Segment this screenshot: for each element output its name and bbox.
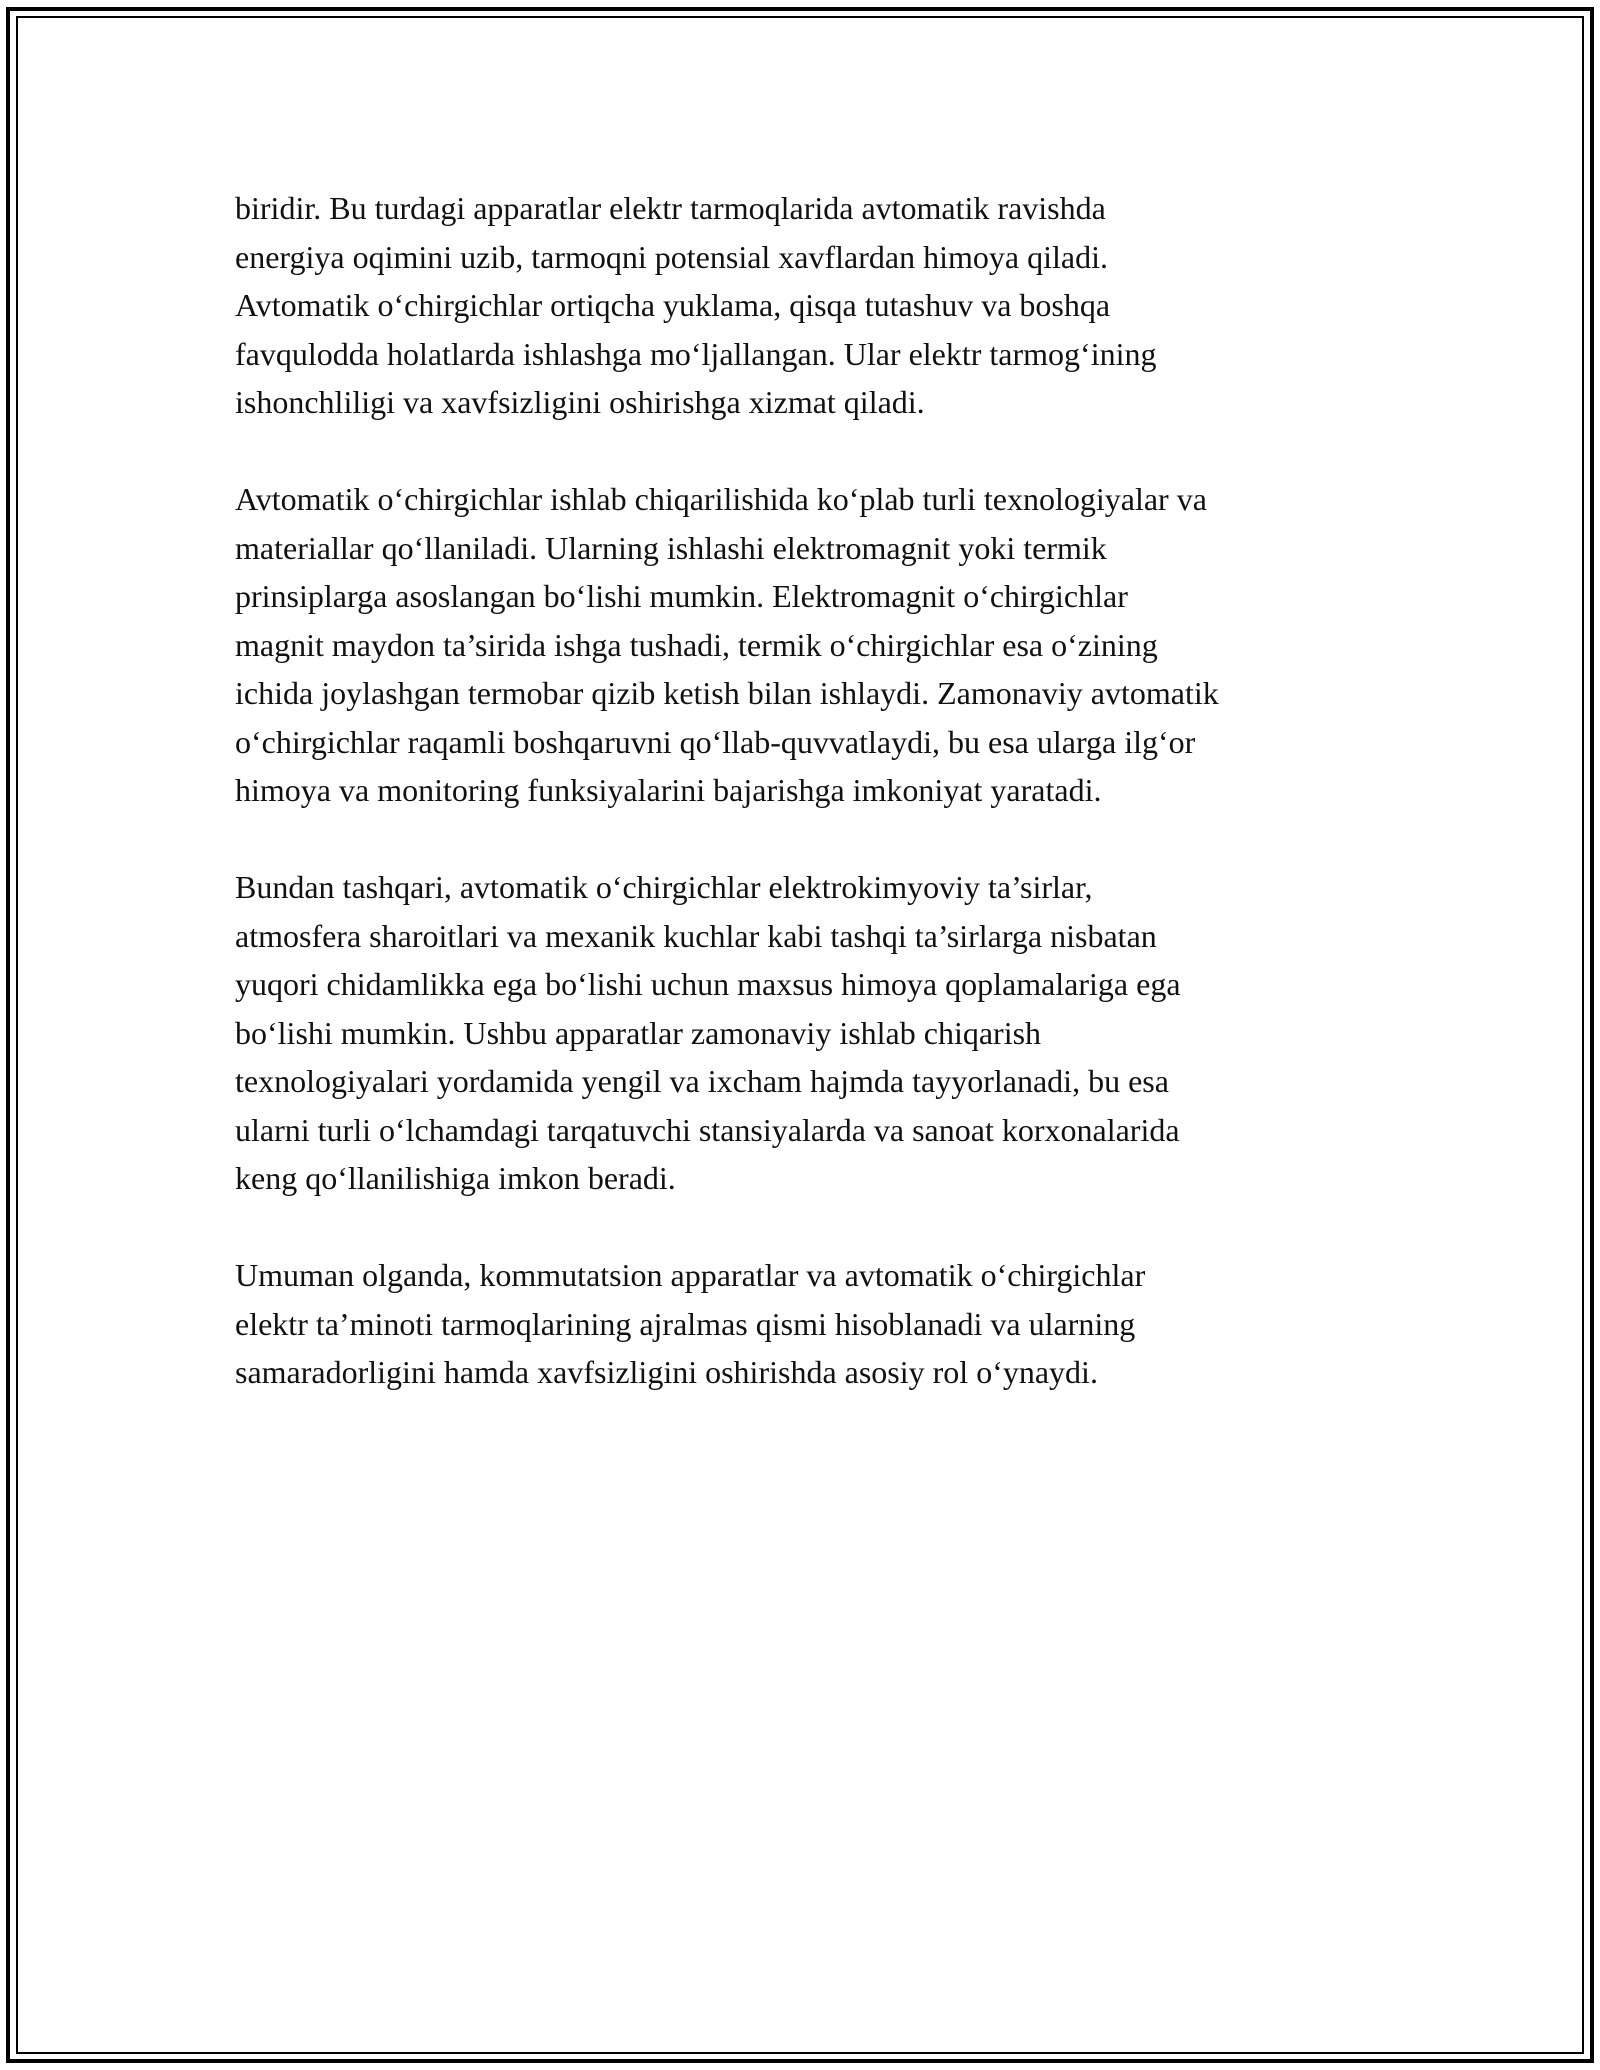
text-line: ishonchliligi va xavfsizligini oshirishga xizmat qiladi. xyxy=(235,384,925,420)
paragraph-1 xyxy=(235,184,1375,427)
paragraph-2 xyxy=(235,475,1375,815)
text-line: elektr ta’minoti tarmoqlarining ajralmas qismi hisoblanadi va ularning xyxy=(235,1305,1136,1342)
text-line: samaradorligini hamda xavfsizligini oshirishda asosiy rol o‘ynaydi. xyxy=(235,1354,1098,1390)
text-line: bo‘lishi mumkin. Ushbu apparatlar zamonaviy ishlab chiqarish xyxy=(235,1014,1042,1051)
text-line: biridir. Bu turdagi apparatlar elektr tarmoqlarida avtomatik ravishda xyxy=(235,190,1106,226)
text-line: Umuman olganda, kommutatsion apparatlar va avtomatik o‘chirgichlar xyxy=(235,1257,1146,1293)
text-line: Avtomatik o‘chirgichlar ishlab chiqarilishida ko‘plab turli texnologiyalar va xyxy=(235,481,1207,517)
text-line: atmosfera sharoitlari va mexanik kuchlar kabi tashqi ta’sirlarga nisbatan xyxy=(235,917,1157,954)
text-line: texnologiyalari yordamida yengil va ixcham hajmda tayyorlanadi, bu esa xyxy=(235,1063,1169,1099)
text-line: Avtomatik o‘chirgichlar ortiqcha yuklama, qisqa tutashuv va boshqa xyxy=(235,287,1111,323)
text-line: himoya va monitoring funksiyalarini bajarishga imkoniyat yaratadi. xyxy=(235,772,1102,808)
text-line: o‘chirgichlar raqamli boshqaruvni qo‘llab-quvvatlaydi, bu esa ularga ilg‘or xyxy=(235,723,1196,760)
text-line: prinsiplarga asoslangan bo‘lishi mumkin. Elektromagnit o‘chirgichlar xyxy=(235,578,1128,614)
paragraph-4 xyxy=(235,1251,1375,1397)
text-line: ularni turli o‘lchamdagi tarqatuvchi stansiyalarda va sanoat korxonalarida xyxy=(235,1111,1180,1148)
paragraph-3 xyxy=(235,863,1375,1203)
document-body xyxy=(235,184,1375,1445)
text-line: Bundan tashqari, avtomatik o‘chirgichlar elektrokimyoviy ta’sirlar, xyxy=(235,869,1093,905)
text-line: ichida joylashgan termobar qizib ketish bilan ishlaydi. Zamonaviy avtomatik xyxy=(235,675,1219,711)
text-line: keng qo‘llanilishiga imkon beradi. xyxy=(235,1160,676,1196)
text-line: yuqori chidamlikka ega bo‘lishi uchun maxsus himoya qoplamalariga ega xyxy=(235,966,1181,1002)
text-line: materiallar qo‘llaniladi. Ularning ishlashi elektromagnit yoki termik xyxy=(235,529,1107,566)
text-line: energiya oqimini uzib, tarmoqni potensial xavflardan himoya qiladi. xyxy=(235,238,1108,275)
text-line: favqulodda holatlarda ishlashga mo‘ljallangan. Ular elektr tarmog‘ining xyxy=(235,335,1157,372)
text-line: magnit maydon ta’sirida ishga tushadi, termik o‘chirgichlar esa o‘zining xyxy=(235,626,1158,663)
